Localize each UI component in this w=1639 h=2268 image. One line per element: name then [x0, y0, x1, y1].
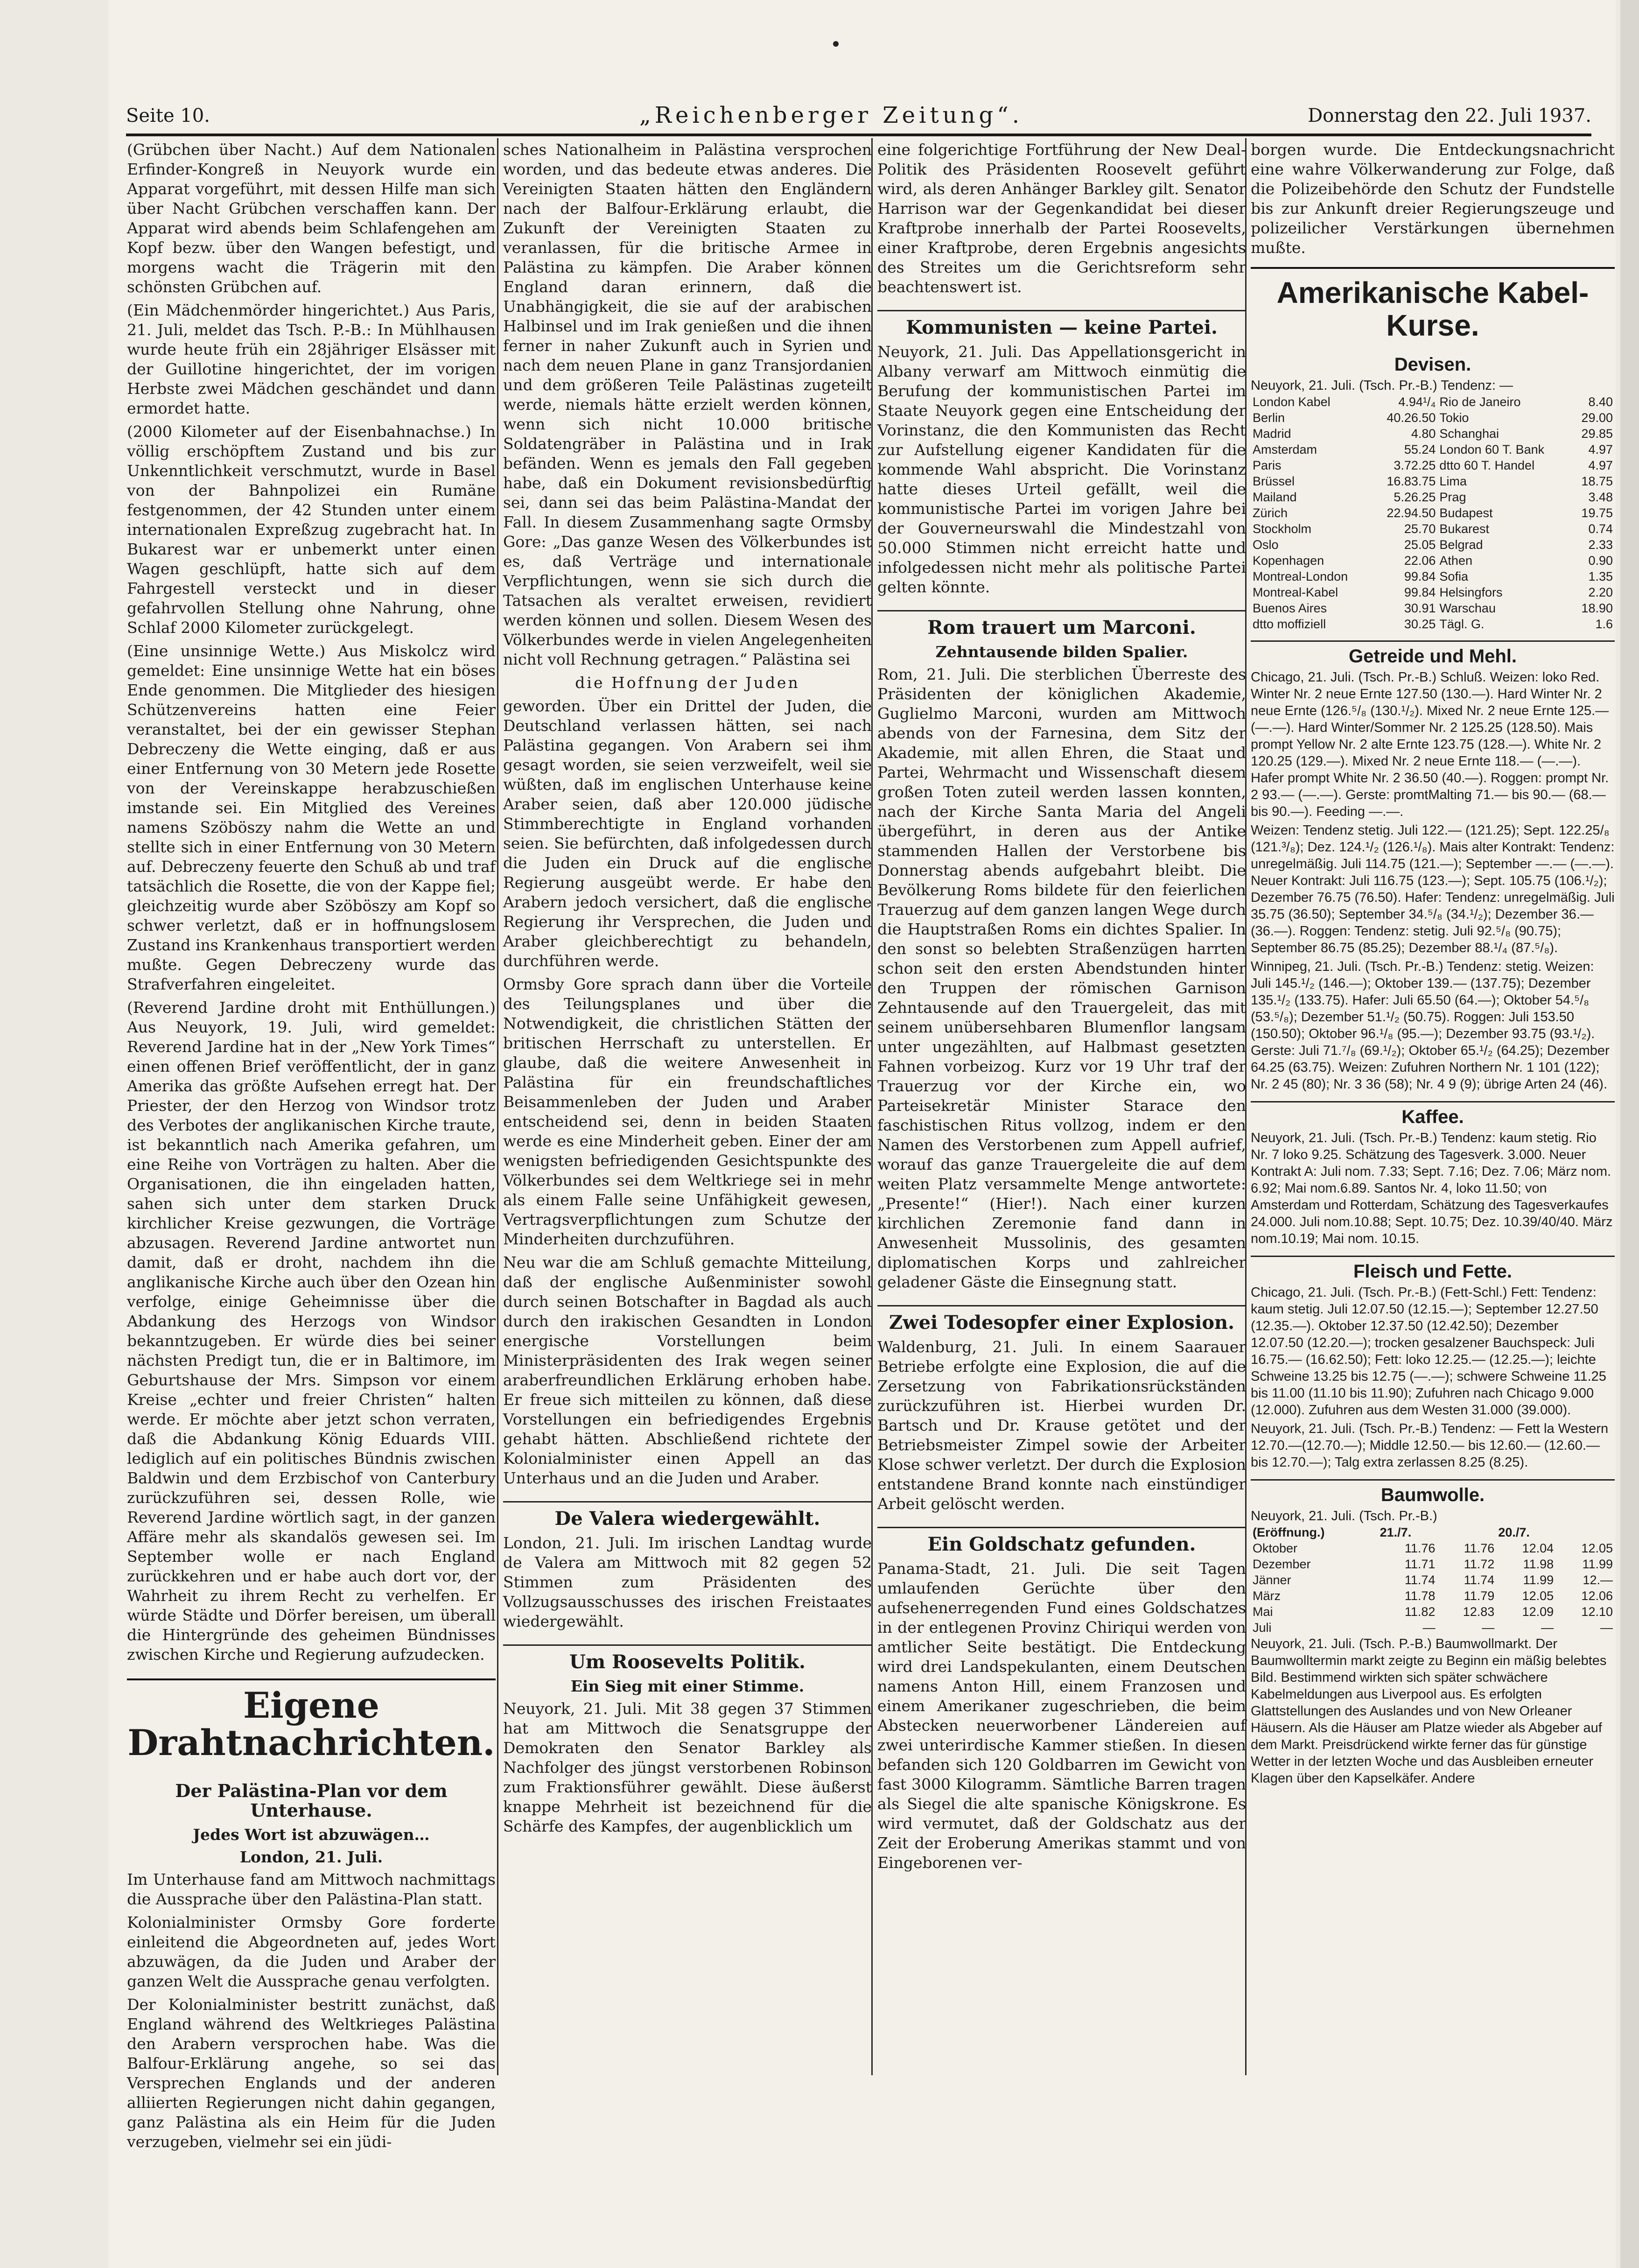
devisen-cell: Tokio — [1439, 411, 1469, 425]
devisen-row — [1251, 600, 1615, 616]
paragraph: (Ein Mädchenmörder hingerichtet.) Aus Paris, 21. Juli, meldet das Tsch. P.-B.: In Mühlhausen wurde heute früh ein 28jähriger Elsässer mit der Guillotine hingerichtet, der im vorigen Herbste zwei Mädchen geschändet und dann ermordet hatte. — [127, 301, 496, 417]
devisen-cell: 55.24 — [1404, 442, 1436, 456]
devisen-cell: Bukarest — [1439, 522, 1489, 536]
paragraph: Neu war die am Schluß gemachte Mitteilung, daß der englische Außenminister sowohl durch seinen Botschafter in Bagdad als auch durch den irakischen Gesandten in London energische Vorstellungen beim Ministerpräsidenten des Irak wegen seiner araberfreundlichen Erklärung erhoben habe. Er freue sich mitteilen zu können, daß diese Vorstellungen ein befriedigendes Ergebnis gehabt hätten. Abschließend richtete der Kolonialminister einen Appell an das Unterhaus und an die Juden und Araber. — [503, 1253, 872, 1487]
devisen-cell: Montreal-Kabel — [1253, 585, 1338, 599]
devisen-cell: 3.72.25 — [1394, 458, 1436, 472]
devisen-cell: Schanghai — [1439, 427, 1499, 441]
devisen-cell: 99.84 — [1404, 585, 1436, 599]
devisen-cell: Oslo — [1253, 538, 1279, 552]
devisen-row — [1251, 410, 1615, 426]
devisen-cell: 25.70 — [1404, 522, 1436, 536]
market-text — [1251, 1284, 1615, 1471]
cotton-cell: 11.76 — [1404, 1541, 1436, 1555]
market-text — [1251, 669, 1615, 1093]
devisen-cell: 1.6 — [1595, 617, 1613, 631]
devisen-cell: Madrid — [1253, 427, 1291, 441]
devisen-row — [1251, 426, 1615, 442]
devisen-cell: Sofia — [1439, 569, 1468, 583]
cotton-cell: Oktober — [1253, 1541, 1298, 1555]
cotton-row — [1251, 1620, 1615, 1636]
section-title-getreide: Getreide und Mehl. — [1251, 640, 1615, 666]
devisen-row — [1251, 616, 1615, 632]
section-title-devisen: Devisen. — [1394, 354, 1471, 375]
paragraph: borgen wurde. Die Entdeckungsnachricht eine wahre Völkerwanderung zur Folge, daß die Polizeibehörde den Schutz der Fundstelle bis zur Ankunft dreier Regierungszeuge und polizeilicher Verstärkungen übernehmen mußte. — [1251, 140, 1615, 257]
devisen-row — [1251, 489, 1615, 505]
market-text — [1251, 1130, 1615, 1247]
paragraph: (Eine unsinnige Wette.) Aus Miskolcz wird gemeldet: Eine unsinnige Wette hat ein böses Ende genommen. Die Mitglieder des hiesigen Schützenvereins hatten eine Feier veranstaltet, bei der ein gewisser Stephan Debreczeny die Wette einging, daß er aus einer Entfernung von 30 Metern jede Rosette von der Vereinskappe herabzuschießen imstande sei. Ein Mitglied des Vereines namens Szöböszy nahm die Wette an und stellte sich in einer Entfernung von 30 Metern auf. Debreczeny feuerte den Schuß ab und traf tatsächlich die Rosette, die von der Kappe fiel; gleichzeitig wurde aber Szöböszy am Kopf so schwer verletzt, daß er in hoffnungslosem Zustand ins Krankenhaus transportiert werden mußte. Gegen Debreczeny wurde das Strafverfahren eingeleitet. — [127, 642, 496, 993]
devisen-cell: 29.85 — [1581, 427, 1613, 441]
devisen-row — [1251, 394, 1615, 410]
cotton-cell: 12.04 — [1522, 1541, 1554, 1555]
article-headline: De Valera wiedergewählt. — [503, 1501, 872, 1529]
devisen-cell: London 60 T. Bank — [1439, 442, 1545, 456]
cotton-header-cell: 20./7. — [1498, 1525, 1530, 1539]
market-box-title: Amerikanische Kabel-Kurse. — [1251, 267, 1615, 342]
paragraph: (Reverend Jardine droht mit Enthüllungen.) Aus Neuyork, 19. Juli, wird gemeldet: Reverend Jardine hat in der „New York Times“ einen offenen Brief veröffentlicht, der in ganz Amerika das größte Aufsehen erregt hat. Der Priester, der den Herzog von Windsor trotz des Verbotes der anglikanischen Kirche traute, ist bekanntlich nach Amerika gefahren, um eine Reihe von Vorträgen zu halten. Aber die Organisationen, die ihn eingeladen hatten, sahen sich unter dem starken Druck kirchlicher Kreise gezwungen, die Vorträge abzusagen. Reverend Jardine antwortet nun damit, daß er droht, nachdem ihn die anglikanische Kirche auch über den Ozean hin verfolge, einige Geheimnisse über die Abdankung des Herzogs von Windsor bekanntzugeben. Er würde dies bei seiner nächsten Predigt tun, die er in Baltimore, im Geburtshause der Mrs. Simpson vor einem Kreise „echter und freier Christen“ halten werde. Er möchte aber jetzt schon verraten, daß die Abdankung König Eduards VIII. lediglich auf ein politisches Bündnis zwischen Baldwin und dem Erzbischof von Canterbury zurückzuführen sei, dessen Rolle, wie Reverend Jardine wörtlich sagt, in der ganzen Affäre mehr als skandalös gewesen sei. Im September wolle er nach England zurückkehren und er habe auch dort vor, der Wahrheit zu ihrem Recht zu verhelfen. Er würde Städte und Dörfer bereisen, um überall die Hintergründe des geheimen Bündnisses zwischen Kirche und Regierung aufzudecken. — [127, 998, 496, 1664]
devisen-cell: 0.74 — [1588, 522, 1613, 536]
devisen-cell: 25.05 — [1404, 538, 1436, 552]
devisen-cell: dtto 60 T. Handel — [1439, 458, 1535, 472]
devisen-cell: Amsterdam — [1253, 442, 1317, 456]
devisen-cell: 19.75 — [1581, 506, 1613, 520]
cotton-cell: — — [1600, 1621, 1613, 1635]
cotton-cell: 12.05 — [1522, 1589, 1554, 1603]
cotton-cell: 11.72 — [1464, 1557, 1495, 1571]
devisen-cell: Helsingfors — [1439, 585, 1503, 599]
cotton-cell: 11.79 — [1464, 1589, 1495, 1603]
devisen-row — [1251, 569, 1615, 584]
market-paragraph: Weizen: Tendenz stetig. Juli 122.— (121.25); Sept. 122.25/₈ (121.³/₈); Dez. 124.¹/₂ (126.¹/₈). Mais alter Kontrakt: Tendenz: unregelmäßig. Juli 114.75 (121.—); September —.— (—.—). Neuer Kontrakt: Juli 116.75 (123.—); Sept. 105.75 (106.¹/₂); Dezember 76.75 (76.50). Hafer: Tendenz: unregelmäßig. Juli 35.75 (36.50); September 34.⁵/₈ (34.¹/₂); Dezember 36.— (36.—). Roggen: Tendenz: stetig. Juli 92.⁵/₈ (90.75); September 86.75 (85.25); Dezember 88.¹/₄ (87.⁵/₈). — [1251, 823, 1615, 955]
page-number: Seite 10. — [126, 105, 210, 126]
devisen-row — [1251, 584, 1615, 600]
cotton-cell: 11.76 — [1464, 1541, 1495, 1555]
devisen-cell: London Kabel — [1253, 395, 1331, 409]
cotton-cell: — — [1482, 1621, 1495, 1635]
paragraph: (Grübchen über Nacht.) Auf dem Nationalen Erfinder-Kongreß in Neuyork wurde ein Apparat vorgeführt, mit dessen Hilfe man sich über Nacht Grübchen verschaffen kann. Der Apparat wird abends beim Schlafengehen am Kopf bezw. über den Wangen befestigt, und morgens wacht die Trägerin mit den schönsten Grübchen auf. — [127, 140, 496, 296]
devisen-cell: Tägl. G. — [1439, 617, 1485, 631]
section-title-kaffee: Kaffee. — [1251, 1101, 1615, 1127]
cotton-header-cell — [1555, 1524, 1615, 1540]
cotton-row — [1251, 1572, 1615, 1588]
cotton-cell: Juli — [1253, 1621, 1272, 1635]
cotton-row — [1251, 1588, 1615, 1604]
market-paragraph: Neuyork, 21. Juli. (Tsch. Pr.-B.) Tendenz: — Fett la Western 12.70.—(12.70.—); Middle 12.50.— bis 12.60.— (12.60.— bis 12.70.—); Talg extra zerlassen 8.25 (8.25). — [1251, 1421, 1609, 1470]
devisen-cell: 99.84 — [1404, 569, 1436, 583]
paragraph: eine folgerichtige Fortführung der New Deal-Politik des Präsidenten Roosevelt geführt wird, als deren Anhänger Barkley gilt. Senator Harrison war der Gegenkandidat bei dieser Kraftprobe innerhalb der Partei Roosevelts, einer Kraftprobe, deren Ergebnis angesichts des Streites um die Gerichtsreform sehr beachtenswert ist. — [877, 140, 1246, 296]
market-paragraph: Chicago, 21. Juli. (Tsch. Pr.-B.) Schluß. Weizen: loko Red. Winter Nr. 2 neue Ernte 127.50 (130.—). Hard Winter Nr. 2 neue Ernte (126.⁵/₈ (130.¹/₂). Mixed Nr. 2 neue Ernte 125.— (—.—). Hard Winter/Sommer Nr. 2 125.25 (128.50). Mais prompt Yellow Nr. 2 alte Ernte 123.75 (128.—). White Nr. 2 120.25 (129.—). Mixed Nr. 2 neue Ernte 118.— (—.—). Hafer prompt White Nr. 2 36.50 (40.—). Roggen: prompt Nr. 2 93.— (—.—). Gerste: promtMalting 71.— bis 90.— (68.— bis 90.—). Feeding —.—. — [1251, 670, 1609, 819]
devisen-cell: 18.90 — [1581, 601, 1613, 615]
newspaper-name: „Reichenberger Zeitung“. — [639, 102, 1023, 128]
devisen-row — [1251, 505, 1615, 521]
article-headline: Der Palästina-Plan vor dem Unterhause. — [175, 1780, 448, 1821]
devisen-cell: Belgrad — [1439, 538, 1483, 552]
devisen-cell: Stockholm — [1253, 522, 1312, 536]
devisen-cell: 16.83.75 — [1387, 474, 1436, 488]
paragraph: sches Nationalheim in Palästina versprochen worden, und das bedeute etwas anderes. Die Vereinigten Staaten hätten den Engländern nach der Balfour-Erklärung erlaubt, die Zukunft der Vereinigten Staaten zu veranlassen, für die britische Armee in Palästina zu kämpfen. Die Araber können England daran erinnern, daß die Unabhängigkeit, die sie auf der arabischen Halbinsel und im Irak genießen und die ihnen ferner in naher Zukunft auch in Syrien und nach dem neuen Plane in ganz Transjordanien und dem größeren Teile Palästinas zugeteilt werde, niemals hätte erzielt werden können, wenn sich nicht 10.000 britische Soldatengräber in Palästina und in Irak befänden. Wenn es jemals den Fall gegeben habe, daß ein Dokument revisionsbedürftig sei, dann sei das beim Palästina-Mandat der Fall. In diesem Zusammenhang sagte Ormsby Gore: „Das ganze Wesen des Völkerbundes ist es, daß Verträge und internationale Verpflichtungen, wenn sie sich durch die Tatsachen als veraltet erweisen, revidiert werden können und sollen. Diesem Wesen des Völkerbundes werde in vielen Angelegenheiten nicht voll Rechnung getragen.“ Palästina sei — [503, 140, 872, 668]
paragraph: Rom, 21. Juli. Die sterblichen Überreste des Präsidenten der königlichen Akademie, Guglielmo Marconi, wurden am Mittwoch abends von der Farnesina, dem Sitz der Akademie, mit allen Ehren, die Staat und Partei, Wehrmacht und Wissenschaft diesem großen Toten zuteil werden lassen konnten, nach der Kirche Santa Maria del Angeli übergeführt, in deren aus der Antike stammenden Hallen der Verstorbene bis Donnerstag abends aufgebahrt bleibt. Die Bevölkerung Roms bildete für den feierlichen Trauerzug auf dem ganzen langen Wege durch die Hauptstraßen Roms ein dichtes Spalier. In den sonst so belebten Straßenzügen harrten schon seit den ersten Abendstunden hinter den Truppen der römischen Garnison Zehntausende auf den Trauergeleit, das mit seinem unübersehbaren Blumenflor langsam unter ungezählten, auf Halbmast gesetzten Fahnen vorbeizog. Kurz vor 19 Uhr traf der Trauerzug vor der Kirche ein, wo Parteisekretär Minister Starace den faschistischen Ritus vollzog, indem er den Namen des Verstorbenen zum Appell aufrief, worauf das ganze Trauergeleite die auf dem weiten Platz versammelte Menge antwortete: „Presente!“ (Hier!). Nach einer kurzen kirchlichen Zeremonie fand dann in Anwesenheit Mussolinis, des gesamten diplomatischen Korps und zahlreicher geladener Gäste die Einsegnung statt. — [877, 665, 1246, 1291]
cotton-cell: Mai — [1253, 1605, 1273, 1619]
paragraph: Neuyork, 21. Juli. Mit 38 gegen 37 Stimmen hat am Mittwoch die Senatsgruppe der Demokraten den Senator Barkley als Nachfolger des jüngst verstorbenen Robinson zum Fraktionsführer gewählt. Diese äußerst knappe Mehrheit ist bezeichnend für die Schärfe des Kampfes, der augenblicklich um — [503, 1699, 872, 1835]
devisen-cell: Athen — [1439, 554, 1472, 568]
devisen-cell: 40.26.50 — [1387, 411, 1436, 425]
cotton-cell: Dezember — [1253, 1557, 1311, 1571]
cotton-cell: 11.99 — [1582, 1557, 1613, 1571]
devisen-cell: Budapest — [1439, 506, 1493, 520]
devisen-cell: 3.48 — [1588, 490, 1613, 504]
article-headline: Um Roosevelts Politik. — [503, 1644, 872, 1672]
paragraph: Waldenburg, 21. Juli. In einem Saarauer Betriebe erfolgte eine Explosion, die auf die Zersetzung von Fabrikationsrückständen zurückzuführen ist. Hierbei wurden Dr. Bartsch und Dr. Krause getötet und der Betriebsmeister Zimpel sowie der Arbeiter Klose schwer verletzt. Der durch die Explosion entstandene Brand konnte nach einstündiger Arbeit gelöscht werden. — [877, 1338, 1246, 1513]
devisen-cell: Kopenhagen — [1253, 554, 1324, 568]
devisen-cell: 2.33 — [1588, 538, 1613, 552]
devisen-cell: 22.06 — [1404, 554, 1436, 568]
devisen-cell: 22.94.50 — [1387, 506, 1436, 520]
market-paragraph: Chicago, 21. Juli. (Tsch. Pr.-B.) (Fett-Schl.) Fett: Tendenz: kaum stetig. Juli 12.07.50 (12.15.—); September 12.27.50 (12.35.—). Oktober 12.37.50 (12.42.50); Dezember 12.07.50 (12.20.—); trocken gesalzener Bauchspeck: Juli 16.75.— (16.62.50); Fett: loko 12.25.— (12.25.—); leichte Schweine 13.25 bis 12.75 (—.—); schwere Schweine 11.25 bis 11.00 (11.10 bis 11.90); Zufuhren nach Chicago 9.000 (12.000). Zufuhren aus dem Westen 31.000 (39.000). — [1251, 1285, 1606, 1418]
article-subhead: Ein Sieg mit einer Stimme. — [570, 1677, 805, 1695]
devisen-cell: 29.00 — [1581, 411, 1613, 425]
cotton-cell: Jänner — [1253, 1573, 1291, 1587]
market-paragraph: Neuyork, 21. Juli. (Tsch. P.-B.) Baumwollmarkt. Der Baumwolltermin markt zeigte zu Beginn ein mäßig belebtes Bild. Bestimmend wirkten sich später schwächere Kabelmeldungen aus Liverpool aus. Es erfolgten Glattstellungen des Auslandes und von New Orleaner Häusern. Als die Häuser am Platze wieder als Abgeber auf dem Markt. Preisdrückend wirkte ferner das für günstige Wetter in der letzten Woche und das Ausbleiben erneuter Klagen über den Kapselkäfer. Andere — [1251, 1636, 1607, 1786]
devisen-cell: Brüssel — [1253, 474, 1295, 488]
cotton-row — [1251, 1556, 1615, 1572]
devisen-cell: 0.90 — [1588, 554, 1613, 568]
cotton-cell: 11.82 — [1404, 1605, 1436, 1619]
article-subhead: Jedes Wort ist abzuwägen… — [193, 1826, 430, 1844]
devisen-cell: dtto moffiziell — [1253, 617, 1326, 631]
devisen-cell: 8.40 — [1588, 395, 1613, 409]
devisen-cell: 4.94¹/₄ — [1398, 395, 1436, 409]
market-paragraph: Neuyork, 21. Juli. (Tsch. Pr.-B.) Tendenz: kaum stetig. Rio Nr. 7 loko 9.25. Schätzung des Tagesverk. 3.000. Neuer Kontrakt A: Juli nom. 7.33; Sept. 7.16; Dez. 7.06; März nom. 6.92; Mai nom.6.89. Santos Nr. 4, loko 11.50; von Amsterdam und Rotterdam, Schätzung des Tagesverkaufes 24.000. Juli nom.10.88; Sept. 10.75; Dez. 10.39/40/40. März nom.10.19; Mai nom. 10.15. — [1251, 1130, 1613, 1246]
cotton-cell: 12.10 — [1581, 1605, 1613, 1619]
dateline: London, 21. Juli. — [239, 1848, 383, 1866]
cotton-header-cell — [1437, 1524, 1496, 1540]
column-4 — [1251, 140, 1615, 1789]
devisen-row — [1251, 537, 1615, 553]
cotton-cell: 11.99 — [1523, 1573, 1554, 1587]
article-subhead: Zehntausende bilden Spalier. — [935, 643, 1188, 661]
paragraph-subheading: die Hoffnung der Juden — [575, 674, 800, 692]
page-header — [126, 96, 1591, 138]
cotton-cell: 11.74 — [1464, 1573, 1495, 1587]
scan-dot — [833, 41, 839, 47]
cotton-header-cell: (Eröffnung.) — [1253, 1525, 1325, 1539]
paragraph: geworden. Über ein Drittel der Juden, die Deutschland verlassen hätten, sei nach Palästina gegangen. Von Arabern sei ihm gesagt worden, sie seien verzweifelt, weil sie wüßten, daß im englischen Unterhause keine Araber seien, daß aber 120.000 jüdische Stimmberechtigte in England vorhanden seien. Sie befürchten, daß infolgedessen durch die Juden ein Druck auf die englische Regierung ausgeübt werde. Er habe den Arabern jedoch versichert, daß die englische Regierung ihr Versprechen, die Juden und Araber gleichberechtigt zu behandeln, durchführen werde. — [503, 697, 872, 970]
market-text — [1251, 1636, 1615, 1787]
paragraph: Panama-Stadt, 21. Juli. Die seit Tagen umlaufenden Gerüchte über den aufsehenerregenden Fund eines Goldschatzes in der entlegenen Provinz Chiriqui werden von amtlicher Seite bestätigt. Die Entdeckung wird drei Landspekulanten, einem Deutschen namens Anton Hill, einem Franzosen und einem Amerikaner zugeschrieben, die beim Abstecken neuerworbener Ländereien auf zwei unterirdische Kammer stießen. In diesen befanden sich 120 Goldbarren im Gewicht von fast 3000 Kilogramm. Sämtliche Barren tragen als Siegel die alte spanische Königskrone. Es wird vermutet, daß der Goldschatz aus der Zeit der Eroberung Amerikas stammt und von Eingeborenen ver- — [877, 1559, 1246, 1872]
article-headline: Ein Goldschatz gefunden. — [877, 1527, 1246, 1554]
devisen-cell: 5.26.25 — [1394, 490, 1436, 504]
devisen-cell: 4.97 — [1588, 442, 1613, 456]
devisen-cell: Lima — [1439, 474, 1467, 488]
paragraph: Kolonialminister Ormsby Gore forderte einleitend die Abgeordneten auf, jedes Wort abzuwägen, da die Juden und Araber der ganzen Welt die Aussprache genau verfolgten. — [127, 1913, 496, 1990]
market-paragraph: Winnipeg, 21. Juli. (Tsch. Pr.-B.) Tendenz: stetig. Weizen: Juli 145.¹/₂ (146.—); Oktober 139.— (137.75); Dezember 135.¹/₂ (133.75). Hafer: Juli 65.50 (64.—); Oktober 54.⁵/₈ (53.⁵/₈); Dezember 51.¹/₂ (50.75). Roggen: Juli 153.50 (150.50); Oktober 96.¹/₈ (95.—); Dezember 93.75 (93.¹/₂). Gerste: Juli 71.⁷/₈ (69.¹/₂); Oktober 65.¹/₂ (64.25); Dezember 64.25 (63.75). Weizen: Zufuhren Northern Nr. 1 101 (122); Nr. 2 45 (80); Nr. 3 36 (58); Nr. 4 9 (9); übrige Arten 24 (46). — [1251, 959, 1610, 1092]
devisen-cell: Zürich — [1253, 506, 1288, 520]
issue-date: Donnerstag den 22. Juli 1937. — [1308, 105, 1591, 126]
column-divider — [497, 138, 498, 2075]
devisen-cell: 30.91 — [1404, 601, 1436, 615]
cotton-header-cell: 21./7. — [1380, 1525, 1412, 1539]
cotton-cell: 11.98 — [1523, 1557, 1554, 1571]
devisen-cell: 2.20 — [1588, 585, 1613, 599]
devisen-cell: 4.80 — [1411, 427, 1436, 441]
cotton-cell: 12.09 — [1522, 1605, 1554, 1619]
devisen-row — [1251, 553, 1615, 569]
devisen-row — [1251, 473, 1615, 489]
paragraph: Im Unterhause fand am Mittwoch nachmittags die Aussprache über den Palästina-Plan statt. — [127, 1870, 496, 1908]
devisen-table — [1251, 394, 1615, 632]
section-title-fleisch: Fleisch und Fette. — [1251, 1256, 1615, 1281]
devisen-cell: Mailand — [1253, 490, 1297, 504]
cotton-table — [1251, 1524, 1615, 1636]
section-masthead: Eigene Drahtnachrichten. — [127, 1678, 496, 1762]
cotton-row — [1251, 1604, 1615, 1620]
cotton-cell: — — [1541, 1621, 1554, 1635]
devisen-cell: 1.35 — [1588, 569, 1613, 583]
article-headline: Zwei Todesopfer einer Explosion. — [877, 1305, 1246, 1333]
paragraph: Neuyork, 21. Juli. Das Appellationsgericht in Albany verwarf am Mittwoch einmütig die Berufung der kommunistischen Partei im Staate Neuyork gegen eine Entscheidung der Vorinstanz, die den Kommunisten das Recht zur Aufstellung eigener Kandidaten für die kommende Wahl abspricht. Die Vorinstanz hatte dieses Urteil gefällt, weil die kommunistische Partei im vorigen Jahre bei der Gouverneurswahl die Mindestzahl von 50.000 Stimmen nicht erreicht hatte und infolgedessen nicht mehr als politische Partei gelten könnte. — [877, 343, 1246, 596]
devisen-cell: Prag — [1439, 490, 1466, 504]
devisen-row — [1251, 457, 1615, 473]
devisen-header: Neuyork, 21. Juli. (Tsch. Pr.-B.) Tendenz: — — [1251, 378, 1513, 393]
cotton-cell: 12.05 — [1581, 1541, 1613, 1555]
section-title-baumwolle: Baumwolle. — [1251, 1479, 1615, 1505]
column-1 — [127, 140, 496, 2156]
paragraph: London, 21. Juli. Im irischen Landtag wurde de Valera am Mittwoch mit 82 gegen 52 Stimmen zum Präsidenten des Vollzugsausschusses des irischen Freistaates wiedergewählt. — [503, 1534, 872, 1630]
column-2 — [503, 140, 872, 1840]
cotton-row — [1251, 1540, 1615, 1556]
devisen-cell: Warschau — [1439, 601, 1496, 615]
article-headline: Rom trauert um Marconi. — [877, 610, 1246, 638]
devisen-row — [1251, 442, 1615, 457]
scan-edge — [1620, 0, 1639, 2268]
paragraph: Der Kolonialminister bestritt zunächst, daß England während des Weltkrieges Palästina den Arabern versprochen habe. Was die Balfour-Erklärung angehe, so sei das Versprechen Englands und der anderen alliierten Regierungen nicht dahin gegangen, ganz Palästina als ein Heim für die Juden verzugeben, vielmehr sei ein jüdi- — [127, 1995, 496, 2151]
devisen-cell: 18.75 — [1581, 474, 1613, 488]
devisen-cell: Buenos Aires — [1253, 601, 1327, 615]
cotton-cell: 11.74 — [1404, 1573, 1436, 1587]
column-3 — [877, 140, 1246, 1876]
devisen-cell: 4.97 — [1588, 458, 1613, 472]
paragraph: (2000 Kilometer auf der Eisenbahnachse.) In völlig erschöpftem Zustand und bis zur Unkenntlichkeit verschmutzt, wurde in Basel von der Bahnpolizei ein Rumäne festgenommen, der 42 Stunden unter einem internationalen Expreßzug zugebracht hat. In Bukarest war er unbemerkt unter einen Wagen geschlüpft, hatte sich auf dem Fahrgestell versteckt und in dieser gefahrvollen Stellung ohne Nahrung, ohne Schlaf 2000 Kilometer zurückgelegt. — [127, 422, 496, 637]
cotton-cell: 12.06 — [1581, 1589, 1613, 1603]
cotton-cell: 11.78 — [1404, 1589, 1436, 1603]
devisen-row — [1251, 521, 1615, 537]
cotton-header: Neuyork, 21. Juli. (Tsch. Pr.-B.) — [1251, 1509, 1437, 1524]
cotton-header-row — [1251, 1524, 1615, 1540]
devisen-cell: Rio de Janeiro — [1439, 395, 1521, 409]
cotton-cell: März — [1253, 1589, 1281, 1603]
devisen-cell: Montreal-London — [1253, 569, 1348, 583]
cotton-cell: 11.71 — [1404, 1557, 1436, 1571]
devisen-cell: Paris — [1253, 458, 1282, 472]
header-rule — [126, 133, 1591, 136]
devisen-cell: Berlin — [1253, 411, 1285, 425]
cotton-cell: 12.— — [1583, 1573, 1613, 1587]
article-headline: Kommunisten — keine Partei. — [877, 310, 1246, 337]
paragraph: Ormsby Gore sprach dann über die Vorteile des Teilungsplanes und über die Notwendigkeit, die christlichen Stätten der britischen Herrschaft zu unterstellen. Er glaube, daß die weitere Anwesenheit in Palästina für ein freundschaftliches Beisammenleben der Juden und Araber entscheidend sei, denn in beiden Staaten werde es eine Minderheit geben. Einer der am wenigsten befriedigenden Gesichtspunkte des Völkerbundes sei dem Weltkriege sei in mehr als einem Falle seine Unfähigkeit gewesen, Vertragsverpflichtungen zum Schutze der Minderheiten durchzuführen. — [503, 975, 872, 1248]
devisen-cell: 30.25 — [1404, 617, 1436, 631]
cotton-cell: — — [1422, 1621, 1436, 1635]
cotton-cell: 12.83 — [1463, 1605, 1495, 1619]
